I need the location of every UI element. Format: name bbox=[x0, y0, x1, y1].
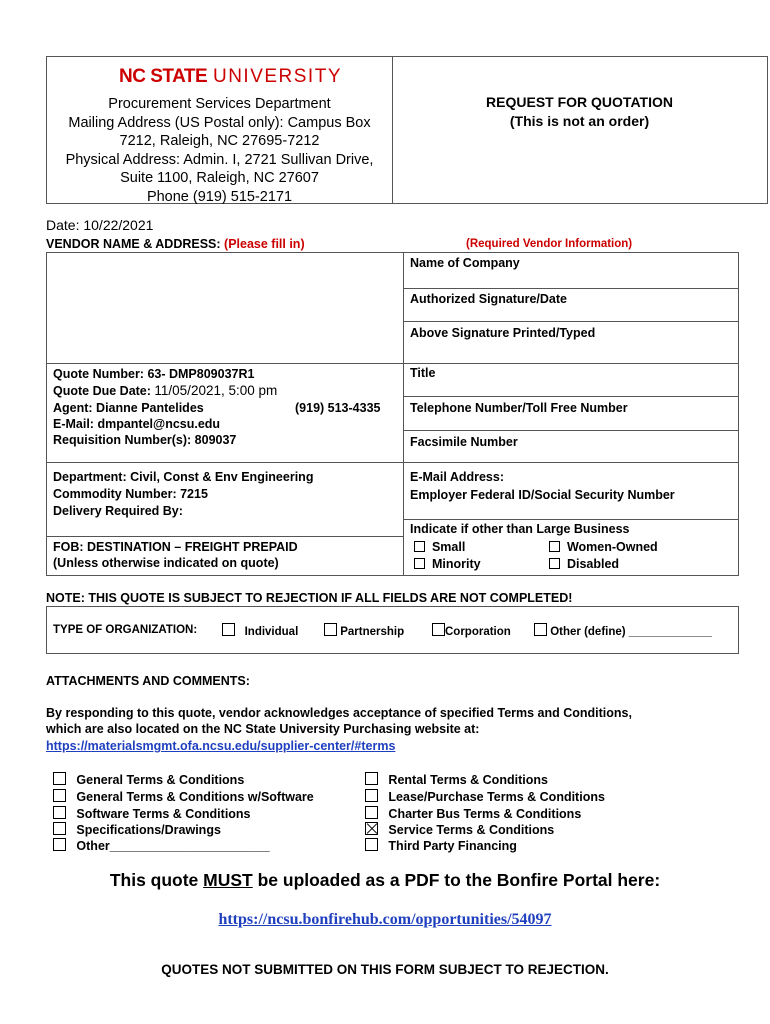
terms-option-lease[interactable]: Lease/Purchase Terms & Conditions bbox=[365, 789, 605, 804]
vendor-name-address-field[interactable] bbox=[47, 253, 402, 362]
address-line: Mailing Address (US Postal only): Campus Box bbox=[68, 114, 371, 131]
other-org-checkbox[interactable] bbox=[534, 623, 547, 636]
org-partnership-option[interactable]: Partnership bbox=[324, 623, 404, 638]
terms-option-charter-bus[interactable]: Charter Bus Terms & Conditions bbox=[365, 806, 581, 821]
required-vendor-info-label: (Required Vendor Information) bbox=[466, 238, 633, 250]
software-terms-checkbox[interactable] bbox=[53, 806, 66, 819]
upload-instructions: This quote MUST be uploaded as a PDF to the Bonfire Portal here: bbox=[109, 870, 661, 890]
charter-bus-terms-checkbox[interactable] bbox=[365, 806, 378, 819]
bonfire-portal-link[interactable]: https://ncsu.bonfirehub.com/opportunities/54097 bbox=[218, 911, 552, 928]
rental-terms-checkbox[interactable] bbox=[365, 772, 378, 785]
company-name-field[interactable]: Name of Company bbox=[410, 256, 520, 270]
quote-due-date: Quote Due Date: 11/05/2021, 5:00 pm bbox=[53, 383, 278, 398]
printed-name-field[interactable]: Above Signature Printed/Typed bbox=[410, 326, 596, 340]
address-line: Suite 1100, Raleigh, NC 27607 bbox=[120, 170, 319, 186]
authorized-signature-field[interactable]: Authorized Signature/Date bbox=[410, 292, 567, 306]
specifications-checkbox[interactable] bbox=[53, 822, 66, 835]
terms-option-third-party[interactable]: Third Party Financing bbox=[365, 838, 517, 853]
title-field[interactable]: Title bbox=[410, 366, 436, 380]
department: Department: Civil, Const & Env Engineering bbox=[53, 470, 314, 484]
delivery-required-by: Delivery Required By: bbox=[53, 504, 183, 518]
agent: Agent: Dianne Pantelides bbox=[53, 401, 204, 415]
general-software-terms-checkbox[interactable] bbox=[53, 789, 66, 802]
terms-paragraph-line-2: which are also located on the NC State University Purchasing website at: bbox=[46, 722, 480, 736]
small-checkbox[interactable] bbox=[414, 541, 425, 552]
disabled-option[interactable]: Disabled bbox=[549, 557, 619, 571]
department-address bbox=[47, 95, 392, 206]
terms-link[interactable]: https://materialsmgmt.ofa.ncsu.edu/supplier-center/#terms bbox=[46, 739, 396, 753]
organization-type-label: TYPE OF ORGANIZATION: bbox=[53, 624, 198, 636]
terms-paragraph-line-1: By responding to this quote, vendor acknowledges acceptance of specified Terms and Conditions, bbox=[46, 706, 632, 720]
header-box bbox=[46, 56, 768, 204]
header-left-cell bbox=[47, 57, 393, 203]
service-terms-checkbox-checked[interactable] bbox=[365, 822, 378, 835]
vendor-name-address-label: VENDOR NAME & ADDRESS: (Please fill in) bbox=[46, 237, 305, 251]
requisition-number: Requisition Number(s): 809037 bbox=[53, 433, 237, 447]
address-line: Phone (919) 515-2171 bbox=[146, 188, 293, 205]
terms-option-rental[interactable]: Rental Terms & Conditions bbox=[365, 772, 548, 787]
business-type-label: Indicate if other than Large Business bbox=[410, 522, 630, 536]
form-title: REQUEST FOR QUOTATION (This is not an order) bbox=[486, 94, 673, 129]
quote-number: Quote Number: 63- DMP809037R1 bbox=[53, 367, 255, 381]
attachments-title: ATTACHMENTS AND COMMENTS: bbox=[46, 674, 250, 688]
other-terms-checkbox[interactable] bbox=[53, 838, 66, 851]
terms-option-service[interactable]: Service Terms & Conditions bbox=[365, 822, 554, 837]
facsimile-field[interactable]: Facsimile Number bbox=[410, 435, 518, 449]
fob-note: (Unless otherwise indicated on quote) bbox=[53, 556, 279, 570]
fob-terms: FOB: DESTINATION – FREIGHT PREPAID bbox=[53, 540, 298, 554]
federal-id-field[interactable]: Employer Federal ID/Social Security Number bbox=[410, 488, 675, 502]
individual-checkbox[interactable] bbox=[222, 623, 235, 636]
women-owned-checkbox[interactable] bbox=[549, 541, 560, 552]
commodity-number: Commodity Number: 7215 bbox=[53, 487, 208, 501]
address-line: 7212, Raleigh, NC 27695-7212 bbox=[119, 133, 320, 149]
terms-option-general[interactable]: General Terms & Conditions bbox=[53, 772, 244, 787]
terms-option-specifications[interactable]: Specifications/Drawings bbox=[53, 822, 221, 837]
agent-phone: (919) 513-4335 bbox=[295, 401, 381, 415]
minority-checkbox[interactable] bbox=[414, 558, 425, 569]
address-line: Physical Address: Admin. I, 2721 Sullivan Drive, bbox=[65, 151, 374, 168]
lease-terms-checkbox[interactable] bbox=[365, 789, 378, 802]
address-line: Procurement Services Department bbox=[108, 96, 331, 112]
university-logo: NC STATE UNIVERSITY bbox=[119, 66, 342, 87]
org-other-option[interactable]: Other (define) _____________ bbox=[534, 623, 712, 638]
email-address-field[interactable]: E-Mail Address: bbox=[410, 470, 505, 484]
disabled-checkbox[interactable] bbox=[549, 558, 560, 569]
general-terms-checkbox[interactable] bbox=[53, 772, 66, 785]
terms-option-general-software[interactable]: General Terms & Conditions w/Software bbox=[53, 789, 314, 804]
corporation-checkbox[interactable] bbox=[432, 623, 445, 636]
agent-email: E-Mail: dmpantel@ncsu.edu bbox=[53, 417, 221, 431]
org-corporation-option[interactable]: Corporation bbox=[432, 623, 511, 638]
terms-option-software[interactable]: Software Terms & Conditions bbox=[53, 806, 251, 821]
third-party-financing-checkbox[interactable] bbox=[365, 838, 378, 851]
rejection-note: NOTE: THIS QUOTE IS SUBJECT TO REJECTION IF ALL FIELDS ARE NOT COMPLETED! bbox=[46, 591, 573, 605]
minority-option[interactable]: Minority bbox=[414, 557, 481, 571]
telephone-field[interactable]: Telephone Number/Toll Free Number bbox=[410, 401, 628, 415]
women-owned-option[interactable]: Women-Owned bbox=[549, 540, 658, 554]
org-individual-option[interactable]: Individual bbox=[222, 623, 298, 638]
footer-warning: QUOTES NOT SUBMITTED ON THIS FORM SUBJECT TO REJECTION. bbox=[161, 962, 609, 977]
terms-option-other[interactable]: Other_______________________ bbox=[53, 838, 270, 853]
small-business-option[interactable]: Small bbox=[414, 540, 465, 554]
quote-date: Date: 10/22/2021 bbox=[46, 217, 154, 233]
partnership-checkbox[interactable] bbox=[324, 623, 337, 636]
